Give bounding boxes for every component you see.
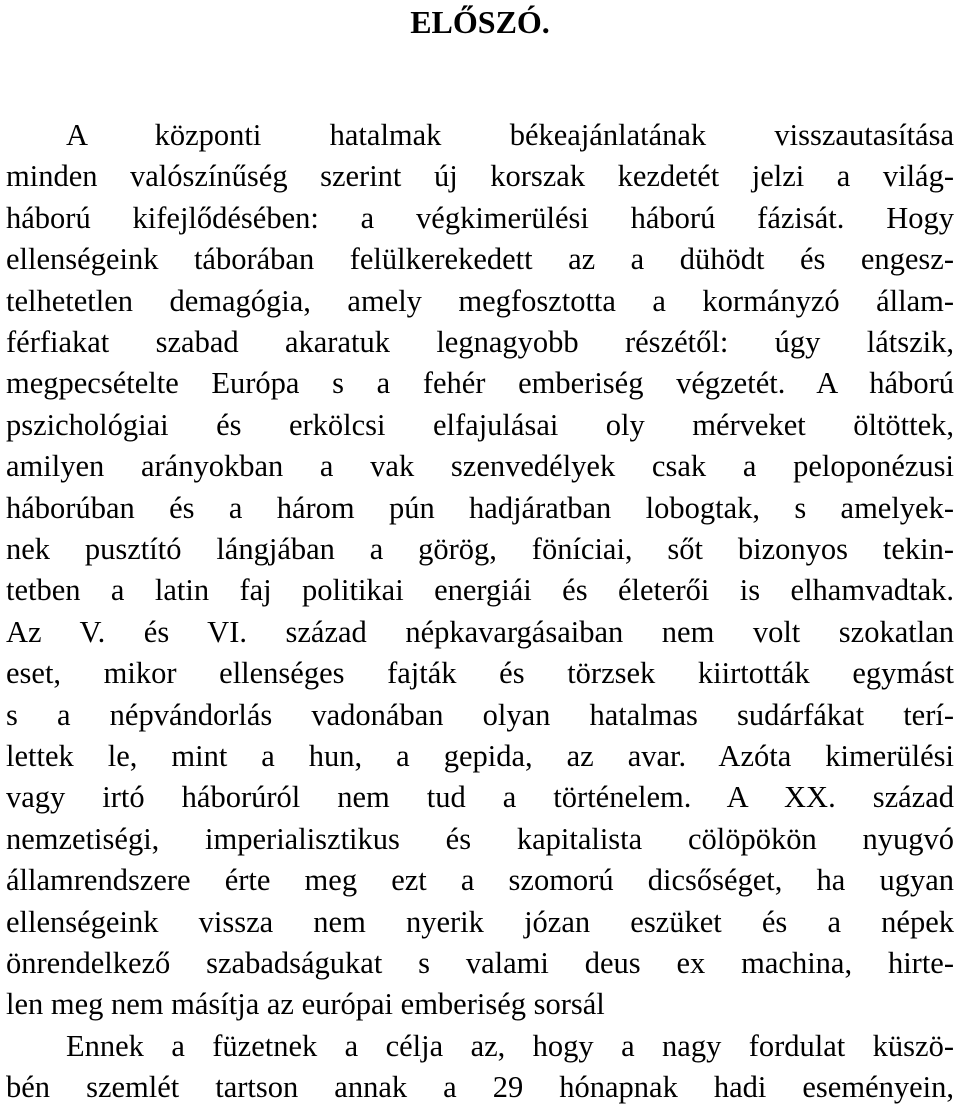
text-line: ellenségeink vissza nem nyerik józan eszüket és a népek <box>6 904 954 939</box>
text-line: megpecsételte Európa s a fehér emberiség végzetét. A háború <box>6 366 954 401</box>
text-line: amilyen arányokban a vak szenvedélyek csak a peloponézusi <box>6 449 954 484</box>
text-line: s a népvándorlás vadonában olyan hatalmas sudárfákat terí- <box>6 697 954 732</box>
text-line: önrendelkező szabadságukat s valami deus ex machina, hirte- <box>6 946 954 980</box>
text-line: telhetetlen demagógia, amely megfosztotta a kormányzó állam- <box>6 283 954 318</box>
text-line: A központi hatalmak békeajánlatának visszautasítása <box>66 118 954 152</box>
text-line: bén szemlét tartson annak a 29 hónapnak hadi eseményein, <box>6 1070 954 1105</box>
text-line: pszichológiai és erkölcsi elfajulásai oly mérveket öltöttek, <box>6 407 954 442</box>
text-line: eset, mikor ellenséges fajták és törzsek kiirtották egymást <box>6 656 954 691</box>
text-line: minden valószínűség szerint új korszak kezdetét jelzi a világ- <box>6 159 954 194</box>
text-line: lettek le, mint a hun, a gepida, az avar. Azóta kimerülési <box>6 739 954 773</box>
text-line: nek pusztító lángjában a görög, föníciai, sőt bizonyos tekin- <box>6 532 954 566</box>
text-line: háború kifejlődésében: a végkimerülési háború fázisát. Hogy <box>6 200 954 235</box>
text-line: háborúban és a három pún hadjáratban lobogtak, s amelyek- <box>6 490 954 525</box>
text-line: államrendszere érte meg ezt a szomorú dicsőséget, ha ugyan <box>6 863 954 898</box>
text-line: Az V. és VI. század népkavargásaiban nem volt szokatlan <box>6 614 954 649</box>
text-line: férfiakat szabad akaratuk legnagyobb részétől: úgy látszik, <box>6 325 954 359</box>
text-line: nemzetiségi, imperialisztikus és kapitalista cölöpökön nyugvó <box>6 821 954 856</box>
page-title: ELŐSZÓ. <box>410 4 550 40</box>
text-line: tetben a latin faj politikai energiái és életerői is elhamvadtak. <box>6 573 954 608</box>
text-line: len meg nem másítja az európai emberiség sorsál <box>6 987 605 1022</box>
text-line: Ennek a füzetnek a célja az, hogy a nagy fordulat küszö- <box>66 1028 954 1063</box>
text-line: ellenségeink táborában felülkerekedett az a dühödt és engesz- <box>6 242 954 277</box>
text-line: vagy irtó háborúról nem tud a történelem. A XX. század <box>6 780 954 815</box>
